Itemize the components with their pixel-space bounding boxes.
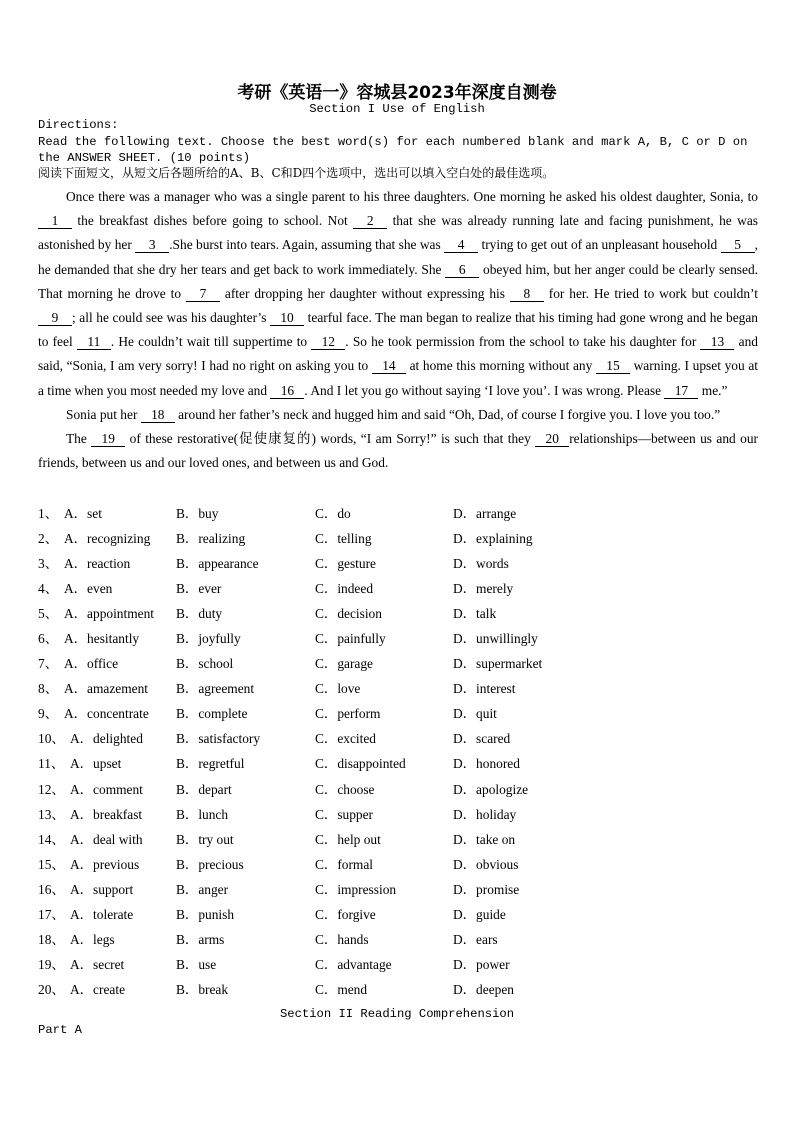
option-c: C．perform bbox=[315, 706, 381, 722]
section-1-heading: Section I Use of English bbox=[309, 102, 485, 116]
option-c: C．help out bbox=[315, 831, 381, 847]
passage-paragraph: The 19 of these restorative(促使康复的) words, “I am Sorry!” is such that they 20 relationships—between us and our friends, between us and our loved ones, and between us and God. bbox=[38, 431, 758, 471]
question-row bbox=[38, 703, 758, 728]
option-b: B．arms bbox=[176, 931, 225, 947]
option-d: D．interest bbox=[453, 681, 516, 697]
option-d: D．obvious bbox=[453, 856, 519, 872]
chinese-instruction: 阅读下面短文，从短文后各题所给的A、B、C和D四个选项中，选出可以填入空白处的最佳选项。 bbox=[38, 166, 555, 180]
option-b: B．use bbox=[176, 956, 217, 972]
option-c: C．indeed bbox=[315, 581, 374, 597]
question-number: 8、 bbox=[38, 681, 59, 697]
blank-14: 14 bbox=[372, 359, 406, 374]
section-2-heading: Section II Reading Comprehension bbox=[279, 1007, 515, 1021]
question-row bbox=[38, 979, 758, 1004]
option-a: A．legs bbox=[70, 931, 115, 947]
question-row bbox=[38, 553, 758, 578]
question-row bbox=[38, 829, 758, 854]
option-a: A．amazement bbox=[64, 681, 149, 697]
option-d: D．quit bbox=[453, 706, 497, 722]
question-number: 17、 bbox=[38, 906, 65, 922]
blank-18: 18 bbox=[141, 408, 175, 423]
question-number: 13、 bbox=[38, 806, 65, 822]
option-d: D．holiday bbox=[453, 806, 517, 822]
question-row bbox=[38, 603, 758, 628]
option-a: A．deal with bbox=[70, 831, 143, 847]
question-number: 5、 bbox=[38, 606, 59, 622]
blank-5: 5 bbox=[721, 238, 755, 253]
blank-8: 8 bbox=[510, 287, 544, 302]
question-row bbox=[38, 854, 758, 879]
option-a: A．hesitantly bbox=[64, 631, 140, 647]
option-d: D．deepen bbox=[453, 981, 514, 997]
option-c: C．garage bbox=[315, 656, 374, 672]
option-d: D．talk bbox=[453, 606, 497, 622]
option-a: A．recognizing bbox=[64, 531, 151, 547]
option-c: C．excited bbox=[315, 731, 376, 747]
question-number: 9、 bbox=[38, 706, 59, 722]
blank-15: 15 bbox=[596, 359, 630, 374]
option-a: A．delighted bbox=[70, 731, 143, 747]
option-d: D．honored bbox=[453, 756, 520, 772]
question-row bbox=[38, 503, 758, 528]
question-row bbox=[38, 804, 758, 829]
cloze-passage bbox=[38, 185, 758, 475]
question-row bbox=[38, 753, 758, 778]
option-c: C．do bbox=[315, 506, 351, 521]
option-c: C．decision bbox=[315, 606, 382, 622]
option-d: D．scared bbox=[453, 731, 511, 747]
option-d: D．guide bbox=[453, 906, 506, 922]
question-row bbox=[38, 628, 758, 653]
option-c: C．mend bbox=[315, 981, 368, 997]
option-c: C．disappointed bbox=[315, 756, 406, 772]
blank-1: 1 bbox=[38, 214, 72, 229]
option-b: B．buy bbox=[176, 506, 219, 521]
option-d: D．take on bbox=[453, 831, 516, 847]
option-c: C．formal bbox=[315, 856, 374, 872]
question-row bbox=[38, 728, 758, 753]
question-number: 4、 bbox=[38, 581, 59, 597]
option-b: B．lunch bbox=[176, 806, 229, 822]
question-row bbox=[38, 779, 758, 804]
option-a: A．office bbox=[64, 656, 119, 672]
question-row bbox=[38, 879, 758, 904]
option-b: B．agreement bbox=[176, 681, 255, 697]
option-b: B．depart bbox=[176, 781, 232, 797]
option-a: A．even bbox=[64, 581, 113, 597]
option-d: D．power bbox=[453, 956, 510, 972]
option-b: B．duty bbox=[176, 606, 223, 622]
blank-7: 7 bbox=[186, 287, 220, 302]
question-number: 12、 bbox=[38, 781, 65, 797]
option-d: D．arrange bbox=[453, 506, 517, 521]
option-c: C．hands bbox=[315, 931, 369, 947]
question-number: 10、 bbox=[38, 731, 65, 747]
question-number: 11、 bbox=[38, 756, 65, 772]
option-c: C．advantage bbox=[315, 956, 392, 972]
blank-11: 11 bbox=[77, 335, 111, 350]
blank-17: 17 bbox=[664, 384, 698, 399]
option-c: C．gesture bbox=[315, 556, 376, 572]
option-d: D．supermarket bbox=[453, 656, 543, 672]
option-b: B．complete bbox=[176, 706, 248, 722]
question-row bbox=[38, 653, 758, 678]
blank-10: 10 bbox=[270, 311, 304, 326]
blank-9: 9 bbox=[38, 311, 72, 326]
question-number: 15、 bbox=[38, 856, 65, 872]
passage-paragraph: Once there was a manager who was a single parent to his three daughters. One morning he asked his oldest daughter, Sonia, to 1 the breakfast dishes before going to school. Not 2 that she was already running late and facing punishment, he was astonished by her 3 .She burst into tears. Again, assuming that she was 4 trying to get out of an unpleasant household 5 , he demanded that she dry her tears and get back to work immediately. She 6 obeyed him, but her anger could be clearly sensed. That morning he drove to 7 after dropping her daughter without expressing his 8 for her. He tried to work but couldn’t 9 ; all he could see was his daughter’s 10 tearful face. The man began to realize that his timing had gone wrong and he began to feel 11 . He couldn’t wait till suppertime to 12 . So he took permission from the school to take his daughter for 13 and said, “Sonia, I am very sorry! I had no right on asking you to 14 at home this morning without any 15 warning. I upset you at a time when you most needed my love and 16 . And I let you go without saying ‘I love you’. I was wrong. Please 17 me.” bbox=[38, 189, 758, 398]
blank-13: 13 bbox=[700, 335, 734, 350]
blank-16: 16 bbox=[270, 384, 304, 399]
option-b: B．school bbox=[176, 656, 234, 672]
question-number: 14、 bbox=[38, 831, 65, 847]
option-a: A．reaction bbox=[64, 556, 131, 572]
blank-19: 19 bbox=[91, 432, 125, 447]
option-a: A．concentrate bbox=[64, 706, 149, 722]
option-d: D．apologize bbox=[453, 781, 529, 797]
option-a: A．appointment bbox=[64, 606, 155, 622]
question-number: 7、 bbox=[38, 656, 59, 672]
option-c: C．telling bbox=[315, 531, 372, 547]
option-a: A．comment bbox=[70, 781, 143, 797]
option-b: B．realizing bbox=[176, 531, 246, 547]
directions-text: Read the following text. Choose the best word(s) for each numbered blank and mark A, B, C or D on the ANSWER SHEET. (10 points) bbox=[38, 135, 748, 165]
option-d: D．promise bbox=[453, 881, 520, 897]
blank-2: 2 bbox=[353, 214, 387, 229]
option-c: C．love bbox=[315, 681, 361, 697]
option-d: D．unwillingly bbox=[453, 631, 538, 647]
option-b: B．satisfactory bbox=[176, 731, 261, 747]
question-number: 19、 bbox=[38, 956, 65, 972]
option-c: C．impression bbox=[315, 881, 397, 897]
blank-20: 20 bbox=[535, 432, 569, 447]
option-a: A．tolerate bbox=[70, 906, 134, 922]
question-number: 6、 bbox=[38, 631, 59, 647]
question-row bbox=[38, 528, 758, 553]
question-row bbox=[38, 929, 758, 954]
question-row bbox=[38, 578, 758, 603]
blank-3: 3 bbox=[135, 238, 169, 253]
option-b: B．appearance bbox=[176, 556, 259, 572]
option-d: D．ears bbox=[453, 931, 498, 947]
option-a: A．support bbox=[70, 881, 134, 897]
option-d: D．merely bbox=[453, 581, 514, 597]
question-row bbox=[38, 954, 758, 979]
option-b: B．ever bbox=[176, 581, 222, 597]
option-a: A．set bbox=[64, 506, 102, 521]
option-a: A．secret bbox=[70, 956, 125, 972]
option-b: B．precious bbox=[176, 856, 244, 872]
question-row bbox=[38, 678, 758, 703]
option-b: B．regretful bbox=[176, 756, 245, 772]
question-row bbox=[38, 904, 758, 929]
question-number: 2、 bbox=[38, 531, 59, 547]
directions-label: Directions: bbox=[38, 118, 119, 132]
question-number: 16、 bbox=[38, 881, 65, 897]
document-title: 考研《英语一》容城县2023年深度自测卷 bbox=[237, 83, 557, 103]
passage-paragraph: Sonia put her 18 around her father’s neck and hugged him and said “Oh, Dad, of course I forgive you. I love you too.” bbox=[66, 406, 721, 422]
question-number: 20、 bbox=[38, 981, 65, 997]
option-c: C．supper bbox=[315, 806, 374, 822]
option-a: A．previous bbox=[70, 856, 140, 872]
blank-4: 4 bbox=[444, 238, 478, 253]
option-b: B．break bbox=[176, 981, 229, 997]
question-number: 1、 bbox=[38, 506, 59, 521]
option-b: B．try out bbox=[176, 831, 234, 847]
option-c: C．forgive bbox=[315, 906, 376, 922]
option-a: A．upset bbox=[70, 756, 122, 772]
option-d: D．words bbox=[453, 556, 509, 572]
question-number: 18、 bbox=[38, 931, 65, 947]
blank-6: 6 bbox=[445, 263, 479, 278]
options-list bbox=[38, 503, 758, 1004]
option-c: C．choose bbox=[315, 781, 375, 797]
option-c: C．painfully bbox=[315, 631, 386, 647]
option-a: A．create bbox=[70, 981, 126, 997]
option-b: B．joyfully bbox=[176, 631, 241, 647]
option-d: D．explaining bbox=[453, 531, 533, 547]
option-b: B．anger bbox=[176, 881, 229, 897]
question-number: 3、 bbox=[38, 556, 59, 572]
part-a-label: Part A bbox=[38, 1023, 82, 1037]
blank-12: 12 bbox=[311, 335, 345, 350]
option-a: A．breakfast bbox=[70, 806, 143, 822]
option-b: B．punish bbox=[176, 906, 235, 922]
